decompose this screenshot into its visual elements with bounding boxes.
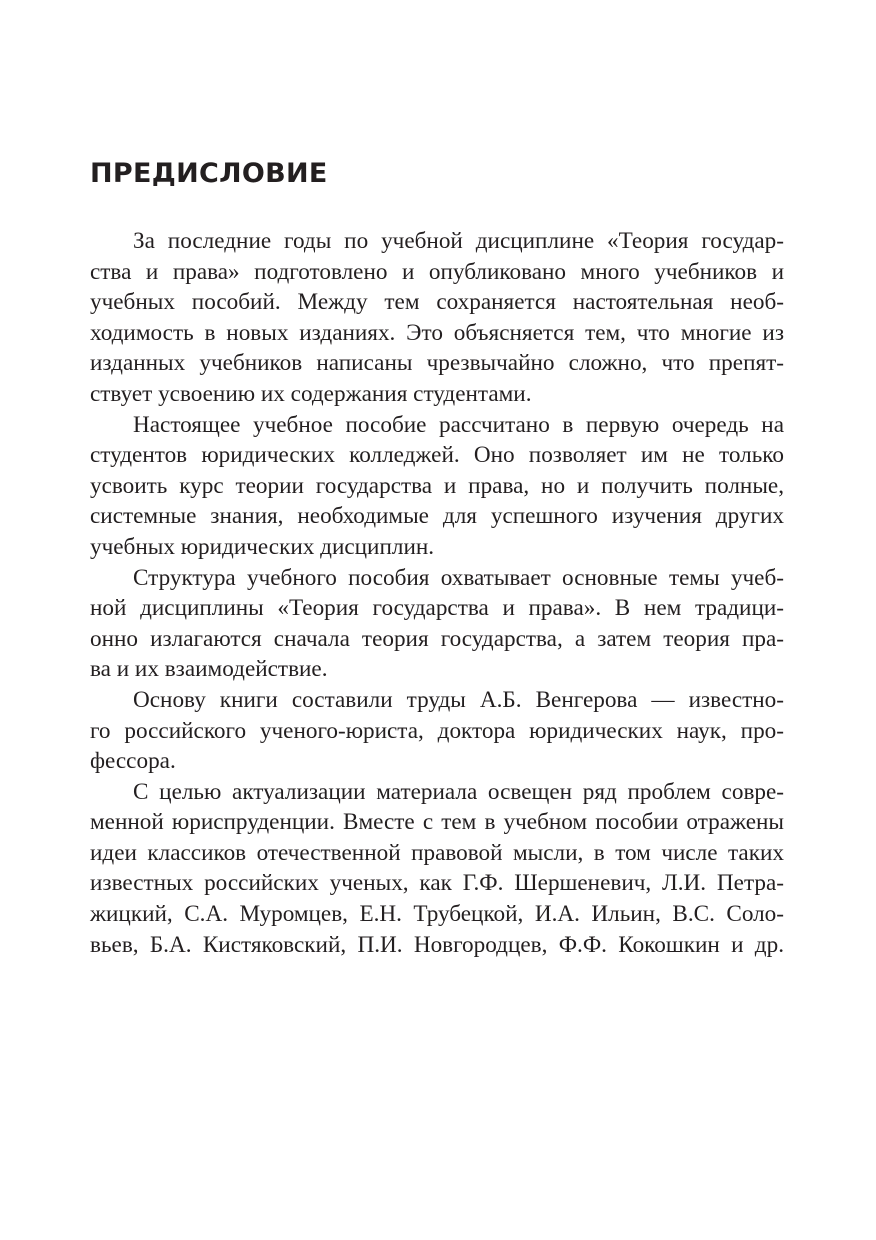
text-line: Настоящее учебное пособие рассчитано в первую очередь на <box>133 411 784 438</box>
paragraph-3 <box>90 563 784 685</box>
text-line: изданных учебников написаны чрезвычайно сложно, что препят- <box>90 350 784 377</box>
text-line: фессора. <box>90 748 176 775</box>
text-line: онно излагаются сначала теория государства, а затем теория пра- <box>90 625 784 652</box>
text-line: ствует усвоению их содержания студентами. <box>90 380 532 407</box>
page-title: ПРЕДИСЛОВИЕ <box>90 158 328 189</box>
text-line: ходимость в новых изданиях. Это объясняется тем, что многие из <box>90 319 784 346</box>
paragraph-1 <box>90 226 784 410</box>
text-line: Структура учебного пособия охватывает основные темы учеб- <box>133 564 784 591</box>
text-line: известных российских ученых, как Г.Ф. Шершеневич, Л.И. Петра- <box>90 870 784 897</box>
text-line: студентов юридических колледжей. Оно позволяет им не только <box>90 442 784 469</box>
preface-body <box>90 226 784 960</box>
text-line: ства и права» подготовлено и опубликовано много учебников и <box>90 258 784 285</box>
text-line: жицкий, С.А. Муромцев, Е.Н. Трубецкой, И.А. Ильин, В.С. Соло- <box>90 901 784 928</box>
text-line: учебных пособий. Между тем сохраняется настоятельная необ- <box>90 289 784 316</box>
text-line: менной юриспруденции. Вместе с тем в учебном пособии отражены <box>90 809 784 836</box>
text-line: ной дисциплины «Теория государства и права». В нем традици- <box>90 595 784 622</box>
paragraph-2 <box>90 410 784 563</box>
text-line: За последние годы по учебной дисциплине «Теория государ- <box>133 228 784 254</box>
text-line: учебных юридических дисциплин. <box>90 533 435 560</box>
text-line: С целью актуализации материала освещен ряд проблем совре- <box>133 778 784 805</box>
text-line: усвоить курс теории государства и права, но и получить полные, <box>90 472 784 499</box>
text-line: вьев, Б.А. Кистяковский, П.И. Новгородцев, Ф.Ф. Кокошкин и др. <box>90 931 784 958</box>
paragraph-4 <box>90 685 784 777</box>
text-line: идеи классиков отечественной правовой мысли, в том числе таких <box>90 839 784 866</box>
paragraph-5 <box>90 777 784 961</box>
text-line: системные знания, необходимые для успешного изучения других <box>90 503 784 530</box>
text-line: го российского ученого-юриста, доктора юридических наук, про- <box>90 717 784 744</box>
text-line: Основу книги составили труды А.Б. Венгерова — известно- <box>133 686 784 713</box>
text-line: ва и их взаимодействие. <box>90 656 328 683</box>
